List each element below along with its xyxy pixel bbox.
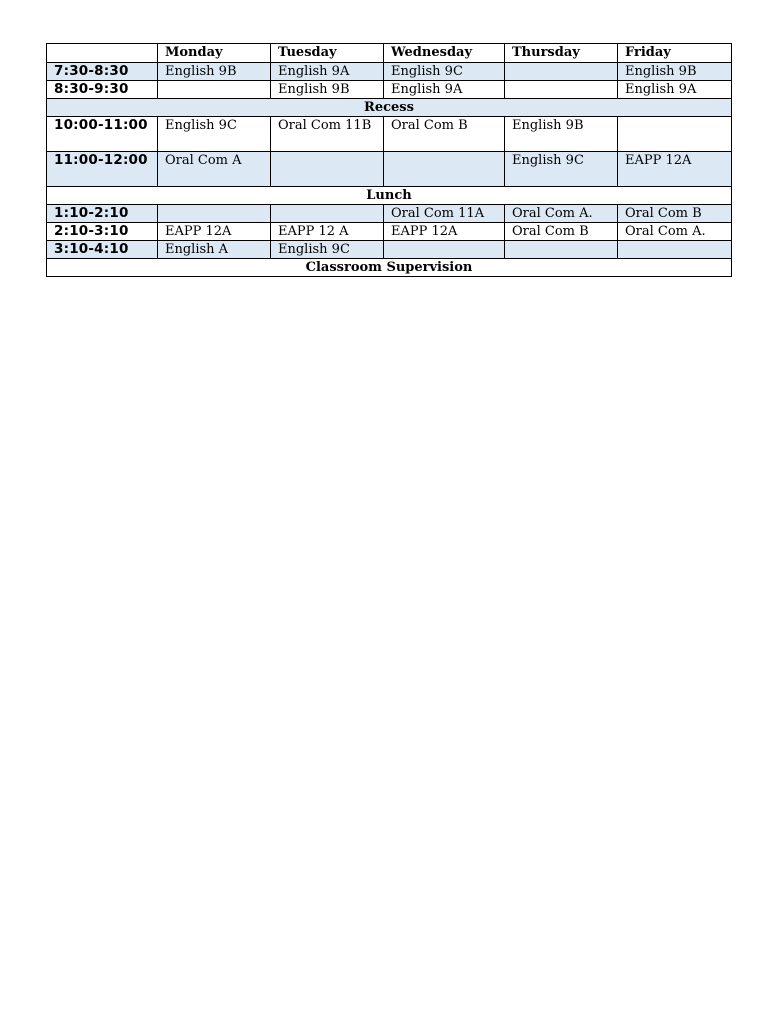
class-cell: English 9C: [384, 63, 505, 81]
class-cell: [384, 152, 505, 187]
class-cell: EAPP 12A: [384, 223, 505, 241]
header-thursday: Thursday: [505, 44, 618, 63]
class-cell: [618, 117, 732, 152]
class-cell: English 9C: [271, 241, 384, 259]
class-cell: Oral Com A.: [618, 223, 732, 241]
time-slot: 7:30-8:30: [47, 63, 158, 81]
lunch-label: Lunch: [47, 187, 732, 205]
recess-row: [47, 99, 732, 117]
table-row: [47, 152, 732, 187]
header-wednesday: Wednesday: [384, 44, 505, 63]
time-slot: 1:10-2:10: [47, 205, 158, 223]
class-cell: Oral Com B: [384, 117, 505, 152]
class-cell: [158, 205, 271, 223]
supervision-label: Classroom Supervision: [47, 259, 732, 277]
class-cell: [158, 81, 271, 99]
class-cell: Oral Com A: [158, 152, 271, 187]
header-corner: [47, 44, 158, 63]
class-cell: [271, 152, 384, 187]
header-friday: Friday: [618, 44, 732, 63]
class-cell: Oral Com B: [618, 205, 732, 223]
supervision-row: [47, 259, 732, 277]
class-cell: English 9B: [158, 63, 271, 81]
table-row: [47, 117, 732, 152]
table-row: [47, 63, 732, 81]
class-cell: EAPP 12 A: [271, 223, 384, 241]
lunch-row: [47, 187, 732, 205]
class-cell: English 9C: [505, 152, 618, 187]
class-cell: Oral Com B: [505, 223, 618, 241]
class-cell: [271, 205, 384, 223]
table-row: [47, 81, 732, 99]
time-slot: 2:10-3:10: [47, 223, 158, 241]
class-cell: [505, 241, 618, 259]
header-monday: Monday: [158, 44, 271, 63]
class-cell: [384, 241, 505, 259]
class-cell: [505, 63, 618, 81]
time-slot: 11:00-12:00: [47, 152, 158, 187]
class-cell: Oral Com 11B: [271, 117, 384, 152]
table-row: [47, 223, 732, 241]
recess-label: Recess: [47, 99, 732, 117]
class-cell: English 9B: [271, 81, 384, 99]
class-cell: English 9A: [271, 63, 384, 81]
class-cell: English 9C: [158, 117, 271, 152]
time-slot: 8:30-9:30: [47, 81, 158, 99]
header-tuesday: Tuesday: [271, 44, 384, 63]
time-slot: 3:10-4:10: [47, 241, 158, 259]
class-cell: English 9A: [384, 81, 505, 99]
class-cell: EAPP 12A: [618, 152, 732, 187]
time-slot: 10:00-11:00: [47, 117, 158, 152]
class-schedule-table: [46, 43, 732, 277]
class-cell: [505, 81, 618, 99]
class-cell: English A: [158, 241, 271, 259]
class-cell: English 9A: [618, 81, 732, 99]
header-row: [47, 44, 732, 63]
table-row: [47, 241, 732, 259]
table-row: [47, 205, 732, 223]
class-cell: Oral Com 11A: [384, 205, 505, 223]
class-cell: [618, 241, 732, 259]
class-cell: English 9B: [505, 117, 618, 152]
class-cell: EAPP 12A: [158, 223, 271, 241]
class-cell: Oral Com A.: [505, 205, 618, 223]
class-cell: English 9B: [618, 63, 732, 81]
